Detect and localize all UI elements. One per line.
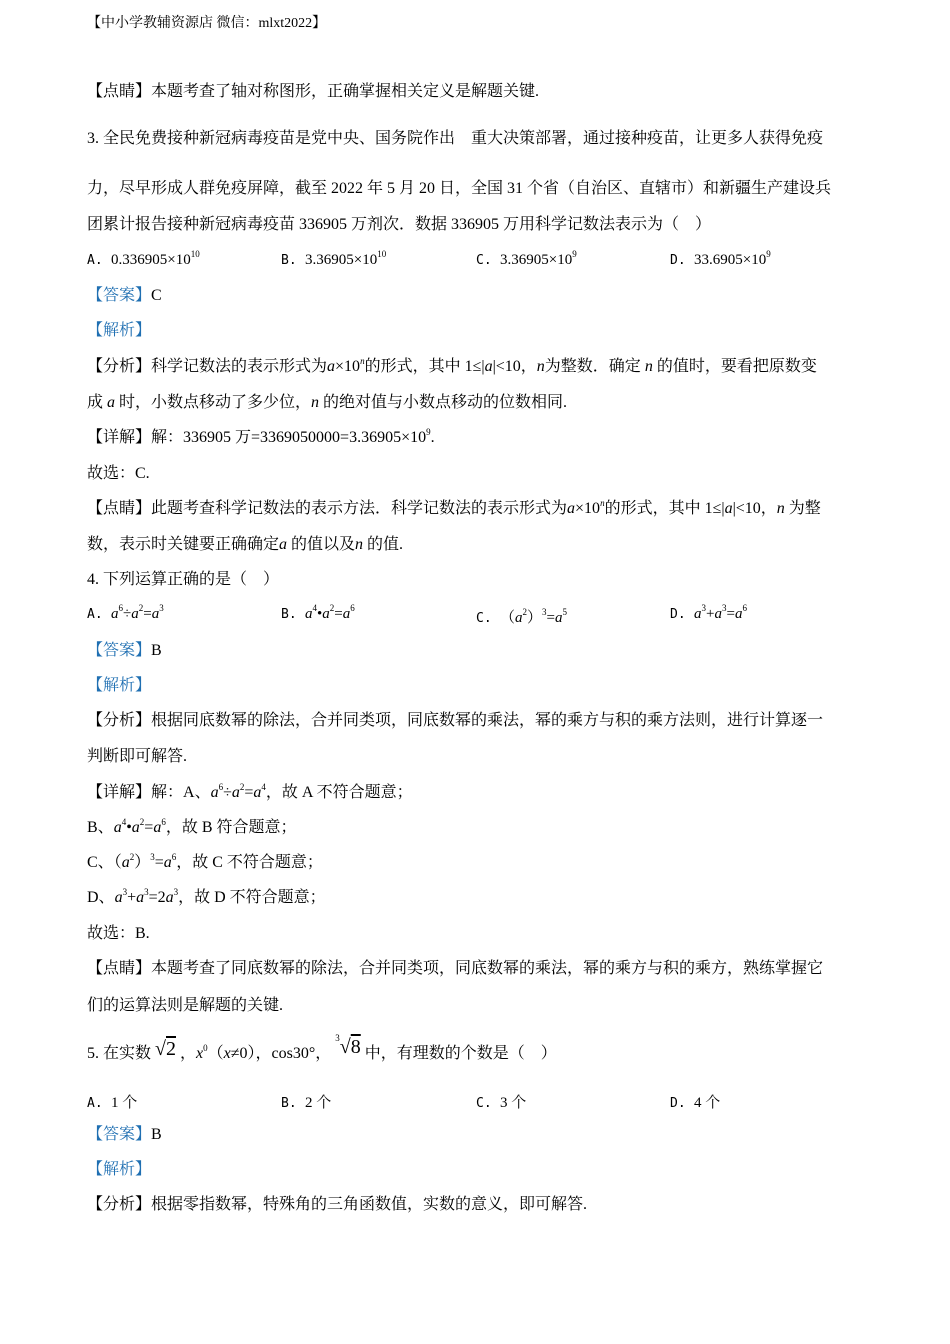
detail-text: B、 bbox=[87, 819, 114, 836]
q5-option-d[interactable] bbox=[670, 1091, 720, 1112]
analysis-label: 【分析】 bbox=[87, 1196, 152, 1213]
answer-value: C bbox=[151, 287, 162, 304]
option-exp: 10 bbox=[377, 249, 387, 259]
option-letter: C. bbox=[476, 253, 492, 268]
q5-jiexi: 【解析】 bbox=[87, 1161, 152, 1178]
option-letter: A. bbox=[87, 607, 103, 622]
answer-value: B bbox=[151, 642, 162, 659]
page-header: 【中小学教辅资源店 微信：mlxt2022】 bbox=[87, 16, 327, 31]
q3-choose: 故选：C. bbox=[87, 465, 150, 482]
q4-detail-c: C、$(a^2)^3=a^6$，故 C 不符合题意； bbox=[87, 852, 323, 871]
q4-option-b[interactable]: B. $a^4•a^2=a^6$ bbox=[281, 603, 355, 622]
analysis-label: 【分析】 bbox=[87, 358, 152, 375]
detail-text: 解：336905 万=3369050000=3.36905×10 bbox=[151, 429, 427, 446]
q4-detail-d: D、$a^3+a^3=2a^3$，故 D 不符合题意； bbox=[87, 887, 326, 906]
answer-value: B bbox=[151, 1126, 162, 1143]
q5-analysis bbox=[87, 1195, 587, 1215]
option-letter: A. bbox=[87, 253, 103, 268]
option-text: 2 个 bbox=[305, 1095, 332, 1111]
detail-text: ，故 D 不符合题意； bbox=[178, 889, 326, 906]
q3-tip-line1: 【点睛】此题考查科学记数法的表示方法．科学记数法的表示形式为$a\times 10^n$的形式，其中 1≤|a|<10，n 为整 bbox=[87, 498, 821, 517]
q4-analysis-line2: 判断即可解答. bbox=[87, 748, 188, 765]
tip-text: 此题考查科学记数法的表示方法．科学记数法的表示形式为 bbox=[151, 500, 568, 517]
q4-detail-a: 【详解】解：A、$a^6\div a^2=a^4$，故 A 不符合题意； bbox=[87, 782, 413, 801]
analysis-text: 根据同底数幂的除法，合并同类项，同底数幂的乘法，幂的乘方与积的乘方法则，进行计算逐一 bbox=[151, 712, 824, 729]
tip-text: 为整 bbox=[788, 500, 821, 517]
q4-choose: 故选：B. bbox=[87, 925, 150, 942]
stem-text: 中，有理数的个数是（ ） bbox=[364, 1045, 557, 1062]
analysis-text: 成 bbox=[87, 394, 104, 411]
analysis-text: 的形式，其中 1≤| bbox=[364, 358, 485, 375]
q4-stem: 4. 下列运算正确的是（ ） bbox=[87, 571, 280, 588]
analysis-text: 的绝对值与小数点移动的位数相同. bbox=[323, 394, 568, 411]
sqrt2-expression: √2 bbox=[155, 1038, 176, 1060]
q4-tip-line2: 们的运算法则是解题的关键. bbox=[87, 997, 284, 1014]
q3-option-a[interactable] bbox=[87, 249, 200, 269]
answer-label: 【答案】 bbox=[87, 642, 152, 659]
tip-label: 【点睛】 bbox=[87, 960, 152, 977]
stem-text: ， bbox=[180, 1045, 197, 1062]
q4-detail-b: B、$a^4•a^2=a^6$，故 B 符合题意； bbox=[87, 817, 297, 836]
detail-text: ，故 A 不符合题意； bbox=[265, 784, 413, 801]
detail-text: C、 bbox=[87, 854, 114, 871]
q5-answer bbox=[87, 1125, 162, 1145]
analysis-label: 【分析】 bbox=[87, 712, 152, 729]
option-letter: D. bbox=[670, 607, 686, 622]
detail-text: D、 bbox=[87, 889, 115, 906]
tip-text: 的形式，其中 1≤| bbox=[604, 500, 725, 517]
tip-label: 【点睛】 bbox=[87, 500, 152, 517]
tip-text: 数，表示时关键要正确确定 bbox=[87, 536, 280, 553]
q3-option-b[interactable] bbox=[281, 249, 387, 269]
option-text: 4 个 bbox=[694, 1095, 721, 1111]
detail-text: ，故 B 符合题意； bbox=[165, 819, 297, 836]
stem-text: 5. 在实数 bbox=[87, 1045, 152, 1062]
detail-end: . bbox=[430, 429, 435, 446]
q3-analysis-line1: 【分析】科学记数法的表示形式为$a\times 10^n$的形式，其中 1≤|a|<10，n为整数．确定 n 的值时，要看把原数变 bbox=[87, 356, 817, 375]
option-letter: A. bbox=[87, 1096, 103, 1111]
detail-label: 【详解】 bbox=[87, 784, 152, 801]
detail-text: ，故 C 不符合题意； bbox=[176, 854, 323, 871]
q4-option-d[interactable]: D. $a^3+a^3=a^6$ bbox=[670, 603, 747, 622]
q4-analysis-line1 bbox=[87, 711, 823, 731]
option-exp: 9 bbox=[572, 249, 577, 259]
option-text: 3.36905×10 bbox=[500, 252, 573, 268]
option-text: 33.6905×10 bbox=[694, 252, 767, 268]
q3-option-d[interactable] bbox=[670, 249, 771, 269]
analysis-text: 根据零指数幂，特殊角的三角函数值，实数的意义，即可解答. bbox=[151, 1196, 588, 1213]
q3-answer bbox=[87, 286, 162, 306]
q3-analysis-line2: 成 a 时，小数点移动了多少位，n 的绝对值与小数点移动的位数相同. bbox=[87, 394, 568, 411]
option-text: 3 个 bbox=[500, 1095, 527, 1111]
analysis-text: 的值时，要看把原数变 bbox=[656, 358, 817, 375]
q5-option-c[interactable] bbox=[476, 1091, 526, 1112]
q4-option-c[interactable]: C. $(a^2)^3=a^5$ bbox=[476, 607, 567, 626]
option-exp: 9 bbox=[766, 249, 771, 259]
q4-tip-line1 bbox=[87, 959, 823, 979]
q3-tip-line2: 数，表示时关键要正确确定a 的值以及n 的值. bbox=[87, 536, 404, 553]
q4-answer bbox=[87, 641, 162, 661]
tip-text: |<10， bbox=[732, 500, 777, 517]
q3-jiexi: 【解析】 bbox=[87, 322, 152, 339]
option-text: 3.36905×10 bbox=[305, 252, 378, 268]
option-letter: B. bbox=[281, 1096, 297, 1111]
analysis-text: |<10， bbox=[492, 358, 537, 375]
detail-text: 解：A、 bbox=[151, 784, 211, 801]
analysis-text: 时，小数点移动了多少位， bbox=[119, 394, 312, 411]
q3-stem-line3: 团累计报告接种新冠病毒疫苗 336905 万剂次．数据 336905 万用科学记数法表示为（ ） bbox=[87, 216, 712, 233]
q5-option-b[interactable] bbox=[281, 1091, 331, 1112]
option-letter: B. bbox=[281, 607, 297, 622]
tip-text: 的值. bbox=[367, 536, 404, 553]
q4-option-a[interactable]: A. $a^6\div a^2=a^3$ bbox=[87, 603, 164, 622]
cbrt8-expression: $^3$√8 bbox=[335, 1033, 361, 1058]
q2-tip bbox=[87, 82, 539, 102]
option-text: 0.336905×10 bbox=[111, 252, 191, 268]
q3-detail bbox=[87, 428, 435, 448]
tip-text: 本题考查了同底数幂的除法，合并同类项，同底数幂的乘法，幂的乘方与积的乘方，熟练掌握它 bbox=[151, 960, 824, 977]
option-letter: B. bbox=[281, 253, 297, 268]
option-letter: C. bbox=[476, 1096, 492, 1111]
answer-label: 【答案】 bbox=[87, 287, 152, 304]
q3-stem-line1: 3. 全民免费接种新冠病毒疫苗是党中央、国务院作出 重大决策部署，通过接种疫苗，让更多人获得免疫 bbox=[87, 130, 824, 147]
option-letter: C. bbox=[476, 611, 492, 626]
option-exp: 10 bbox=[190, 249, 200, 259]
stem-text: ），cos30°， bbox=[247, 1045, 332, 1062]
tip-label: 【点睛】 bbox=[87, 83, 152, 100]
q3-stem-line2: 力，尽早形成人群免疫屏障，截至 2022 年 5 月 20 日，全国 31 个省（自治区、直辖市）和新疆生产建设兵 bbox=[87, 180, 832, 197]
q4-jiexi: 【解析】 bbox=[87, 677, 152, 694]
tip-text: 本题考查了轴对称图形，正确掌握相关定义是解题关键. bbox=[151, 83, 540, 100]
detail-exp: 9 bbox=[426, 427, 431, 437]
tip-text: 的值以及 bbox=[291, 536, 356, 553]
option-letter: D. bbox=[670, 253, 686, 268]
q5-option-a[interactable] bbox=[87, 1091, 137, 1112]
detail-label: 【详解】 bbox=[87, 429, 152, 446]
stem-text: （ bbox=[207, 1045, 224, 1062]
analysis-text: 科学记数法的表示形式为 bbox=[151, 358, 328, 375]
answer-label: 【答案】 bbox=[87, 1126, 152, 1143]
q3-option-c[interactable] bbox=[476, 249, 577, 269]
option-letter: D. bbox=[670, 1096, 686, 1111]
q5-stem: 5. 在实数 √2 ，$x^0(x\ne 0)$，cos30°， $^3$√8 中，有理数的个数是（ ） bbox=[87, 1033, 557, 1062]
option-text: 1 个 bbox=[111, 1095, 138, 1111]
analysis-text: 为整数．确定 bbox=[544, 358, 641, 375]
